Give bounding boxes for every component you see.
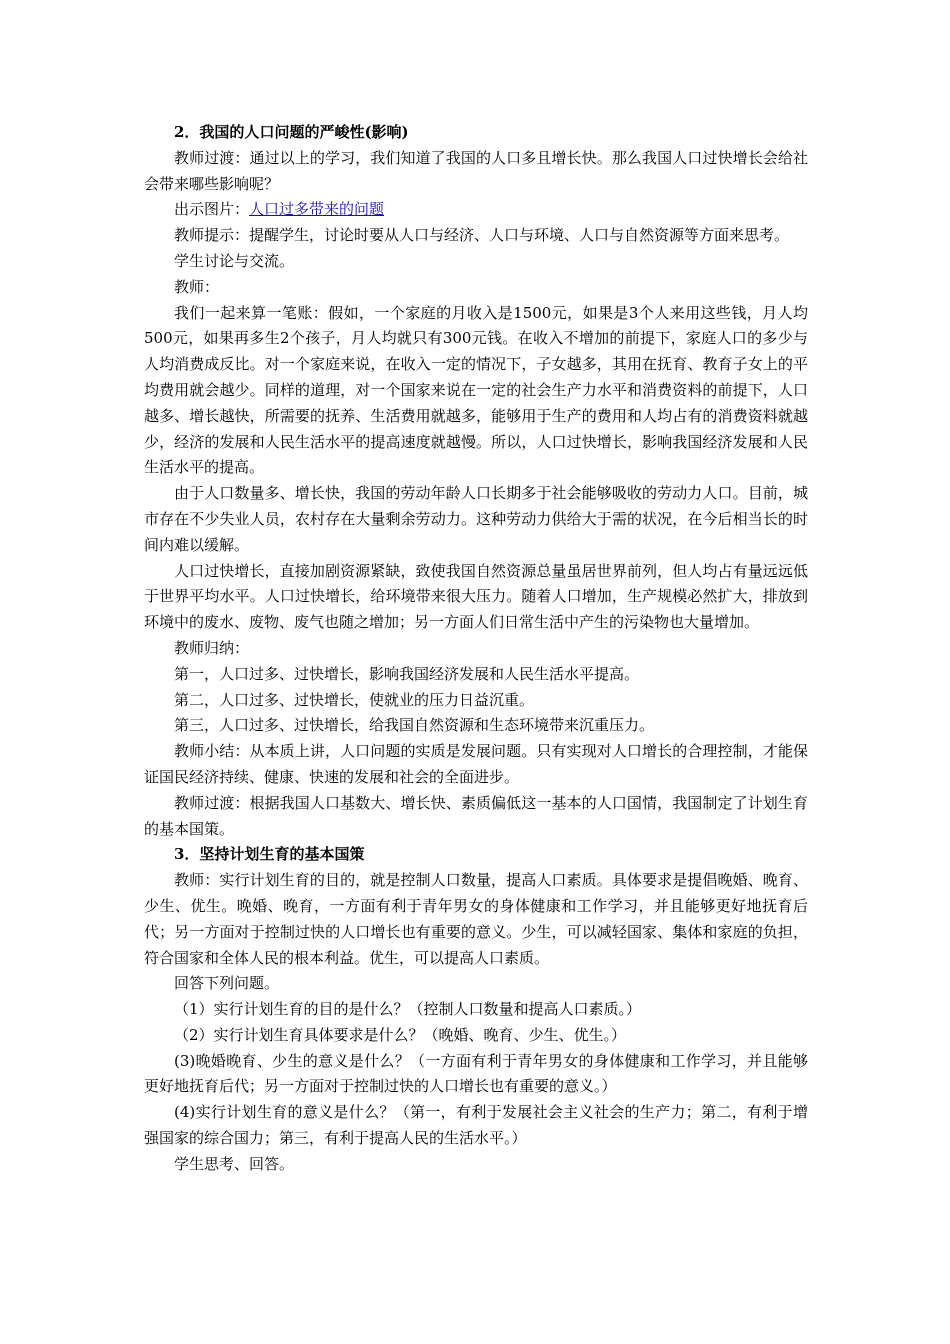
labor-paragraph: 由于人口数量多、增长快，我国的劳动年龄人口长期多于社会能够吸收的劳动力人口。目前，城市存在不少失业人员，农村存在大量剩余劳动力。这种劳动力供给大于需的状况，在今后相当长的时间内难以缓解。 <box>144 484 808 554</box>
question-1: （1）实行计划生育的目的是什么？（控制人口数量和提高人口素质。） <box>174 1000 642 1019</box>
teacher-summary-label: 教师归纳： <box>174 638 250 657</box>
teacher-conclusion-paragraph: 教师小结：从本质上讲，人口问题的实质是发展问题。只有实现对人口增长的合理控制，才能保证国民经济持续、健康、快速的发展和社会的全面进步。 <box>144 742 808 786</box>
document-page <box>144 120 808 1178</box>
summary-point-1: 第一，人口过多、过快增长，影响我国经济发展和人民生活水平提高。 <box>174 664 640 683</box>
summary-point-3: 第三，人口过多、过快增长，给我国自然资源和生态环境带来沉重压力。 <box>174 716 655 735</box>
teacher-label-paragraph: 教师： <box>174 277 220 296</box>
show-picture-prefix: 出示图片： <box>174 200 250 219</box>
resources-paragraph: 人口过快增长，直接加剧资源紧缺，致使我国自然资源总量虽居世界前列，但人均占有量远远低于世界平均水平。人口过快增长，给环境带来很大压力。随着人口增加，生产规模必然扩大，排放到环境中的废水、废物、废气也随之增加；另一方面人们日常生活中产生的污染物也大量增加。 <box>144 561 808 632</box>
question-2: （2）实行计划生育具体要求是什么？（晚婚、晚育、少生、优生。） <box>174 1025 627 1044</box>
teacher-hint-paragraph: 教师提示：提醒学生，讨论时要从人口与经济、人口与环境、人口与自然资源等方面来思考。 <box>174 226 790 245</box>
show-picture-line <box>144 197 808 223</box>
teacher-transition-paragraph: 教师过渡：通过以上的学习，我们知道了我国的人口多且增长快。那么我国人口过快增长会给社会带来哪些影响呢？ <box>144 148 808 193</box>
teacher-transition-2-paragraph: 教师过渡：根据我国人口基数大、增长快、素质偏低这一基本的人口国情，我国制定了计划生育的基本国策。 <box>144 793 808 838</box>
answer-questions-label: 回答下列问题。 <box>174 974 280 993</box>
section-2-heading: 2．我国的人口问题的严峻性(影响) <box>174 123 409 141</box>
student-answer-paragraph: 学生思考、回答。 <box>174 1154 295 1173</box>
summary-point-2: 第二，人口过多、过快增长，使就业的压力日益沉重。 <box>174 690 535 709</box>
question-4: (4)实行计划生育的意义是什么？（第一，有利于发展社会主义社会的生产力；第二，有利于增强国家的综合国力；第三，有利于提高人民的生活水平。） <box>144 1103 808 1148</box>
question-3: (3)晚婚晚育、少生的意义是什么？（一方面有利于青年男女的身体健康和工作学习，并且能够更好地抚育后代；另一方面对于控制过快的人口增长也有重要的意义。） <box>144 1051 808 1096</box>
student-discussion-paragraph: 学生讨论与交流。 <box>174 251 295 270</box>
calculation-paragraph: 我们一起来算一笔账：假如，一个家庭的月收入是1500元，如果是3个人来用这些钱，月人均500元，如果再多生2个孩子，月人均就只有300元钱。在收入不增加的前提下，家庭人口的多少与人均消费成反比。对一个家庭来说，在收入一定的情况下，子女越多，其用在抚育、教育子女上的平均费用就会越少。同样的道理，对一个国家来说在一定的社会生产力水平和消费资料的前提下，人口越多、增长越快，所需要的抚养、生活费用就越多，能够用于生产的费用和人均占有的消费资料就越少，经济的发展和人民生活水平的提高速度就越慢。所以，人口过快增长，影响我国经济发展和人民生活水平的提高。 <box>144 303 808 477</box>
family-planning-paragraph: 教师：实行计划生育的目的，就是控制人口数量，提高人口素质。具体要求是提倡晚婚、晚育、少生、优生。晚婚、晚育，一方面有利于青年男女的身体健康和工作学习，并且能够更好地抚育后代；另一方面对于控制过快的人口增长也有重要的意义。少生，可以减轻国家、集体和家庭的负担，符合国家和全体人民的根本利益。优生，可以提高人口素质。 <box>144 871 808 967</box>
section-3-heading: 3．坚持计划生育的基本国策 <box>174 845 365 864</box>
picture-link[interactable]: 人口过多带来的问题 <box>249 200 385 219</box>
